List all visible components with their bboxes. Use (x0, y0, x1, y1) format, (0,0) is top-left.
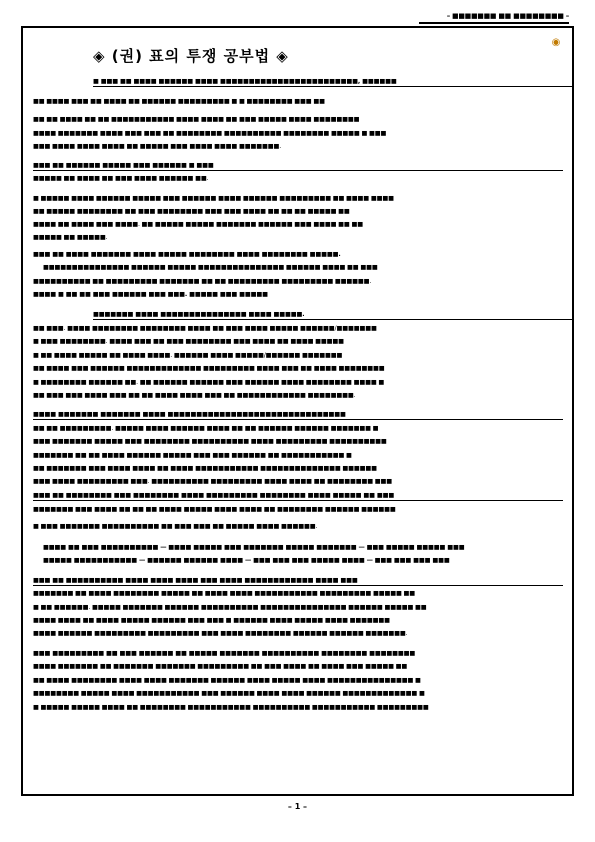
text-line: ■■■■■■■ ■■ ■■■■ ■■■■■■■■ ■■■■■ ■■ ■■■■ ■■■■ ■■■■■■■■■■■ ■■■■■■■■■ ■■■■■ ■■ (33, 590, 416, 597)
text-line: ■■■ ■■ ■■■■ ■■■■■■■ ■■■■ ■■■■■ ■■■■■■■■ ■■■■ ■■■■■■■■ ■■■■■. (33, 251, 341, 258)
text-line: ■■ ■■■■ ■■■ ■■■■■■ ■■■■■■■■■■■■■ ■■■■■■■■■ ■■■■ ■■■ ■■ ■■■■ ■■■■■■■■ (33, 365, 385, 372)
text-line: ■■■ ■■■■ ■■■■ ■■■■ ■■ ■■■■■ ■■■ ■■■■ ■■■■ ■■■■■■■. (33, 143, 281, 150)
text-line: ■■■■ ■■■■■■■ ■■ ■■■■■■■ ■■■■■■■ ■■■■■■■■■ ■■ ■■■ ■■■■ ■■ ■■■■ ■■■ ■■■■■ ■■ (33, 663, 408, 670)
text-line: ■ ■■ ■■■■ ■■■■■ ■■ ■■■■ ■■■■. ■■■■■■ ■■■■ ■■■■■/■■■■■■ ■■■■■■■ (33, 352, 343, 359)
text-line: ■■■■■■■ ■■■■ ■■■■■■■■■■■■■■■ ■■■■ ■■■■■. (93, 311, 574, 320)
text-line: ■ ■■ ■■■■■■. ■■■■■ ■■■■■■■ ■■■■■■ ■■■■■■■■■■ ■■■■■■■■■■■■■■■ ■■■■■■ ■■■■■ ■■ (33, 604, 427, 611)
text-line: ■■ ■■■■■ ■■■■■■■■ ■■ ■■■ ■■■■■■■■ ■■■ ■■■ ■■■■ ■■ ■■ ■■ ■■■■■ ■■ (33, 208, 350, 215)
text-line: ■■■■ ■■■■ ■■ ■■■■ ■■■■■ ■■■■■■ ■■■ ■■■ ■ ■■■■■■ ■■■■ ■■■■■ ■■■■ ■■■■■■■ (33, 617, 390, 624)
text-line: ■■■ ■■■■■■■■■ ■■ ■■■ ■■■■■■ ■■ ■■■■■ ■■■■■■■ ■■■■■■■■■■ ■■■■■■■■ ■■■■■■■■ (33, 650, 416, 657)
text-line: ■■■■ ■■■■■■■ ■■■■■■■ ■■■■ ■■■■■■■■■■■■■■■■■■■■■■■■■■■■■■■ (33, 411, 563, 420)
text-line: ■■■■ ■ ■■ ■■ ■■■ ■■■■■■ ■■■ ■■■. ■■■■■ ■■■ ■■■■■ (33, 291, 268, 298)
text-line: ■■■■■■■ ■■ ■■ ■■■■ ■■■■■■ ■■■■■ ■■■ ■■■ ■■■■■■ ■■ ■■■■■■■■■■■ ■ (33, 452, 352, 459)
page-frame (21, 26, 574, 796)
text-line: ■■■■■■■■■■■■■■■ ■■■■■■ ■■■■■ ■■■■■■■■■■■■■■■ ■■■■■■ ■■■■ ■■ ■■■ (43, 264, 378, 271)
text-line: ■■■■■■■■ ■■■■■ ■■■■ ■■■■■■■■■■■ ■■■ ■■■■■■ ■■■■ ■■■■ ■■■■■■ ■■■■■■■■■■■■■ ■ (33, 690, 425, 697)
text-line: ■ ■■■■■ ■■■■■ ■■■■ ■■ ■■■■■■■■ ■■■■■■■■■■■ ■■■■■■■■■■ ■■■■■■■■■■■ ■■■■■■■■■ (33, 704, 429, 711)
running-header: – ■■■■■■■ ■■ ■■■■■■■■ – (419, 12, 569, 24)
stamp-icon: ◉ (551, 37, 561, 48)
text-line: ■ ■■■■■ ■■■■ ■■■■■■ ■■■■■ ■■■ ■■■■■■ ■■■■ ■■■■■■ ■■■■■■■■■ ■■ ■■■■ ■■■■ (33, 195, 394, 202)
text-line: ■■ ■■ ■■■■ ■■ ■■ ■■■■■■■■■■■ ■■■■ ■■■■ ■■ ■■■ ■■■■■ ■■■■ ■■■■■■■■ (33, 116, 360, 123)
text-line: ■■ ■■■■■■■ ■■■ ■■■■ ■■■■ ■■ ■■■■ ■■■■■■■■■■■ ■■■■■■■■■■■■■■ ■■■■■■ (33, 465, 377, 472)
text-line: ■■■■■■■■■■ ■■ ■■■■■■■■■ ■■■■■■■ ■■ ■■ ■■■■■■■■■ ■■■■■■■■■ ■■■■■■. (33, 278, 372, 285)
text-line: ■■■■ ■■■■■■■ ■■■■ ■■■ ■■■ ■■ ■■■■■■■■ ■■■■■■■■■■ ■■■■■■■■ ■■■■■ ■ ■■■ (33, 130, 387, 137)
text-line: ■■ ■■■■ ■■■■■■■■ ■■■■ ■■■■ ■■■■■■■ ■■■■■■ ■■■■ ■■■■■ ■■■■ ■■■■■■■■■■■■■■■ ■ (33, 677, 421, 684)
text-line: ■■■■■ ■■■■■■■■■■■ — ■■■■■■ ■■■■■■ ■■■■ — ■■■ ■■■ ■■■ ■■■■■ ■■■■ — ■■■ ■■■ ■■■ ■■■ (43, 557, 450, 564)
text-line: ■■ ■■■ ■■■ ■■■■ ■■■ ■■ ■■ ■■■■ ■■■■ ■■■ ■■ ■■■■■■■■■■■■ ■■■■■■■■. (33, 392, 356, 399)
text-line: ■■■■ ■■ ■■■ ■■■■■■■■■■ — ■■■■ ■■■■■ ■■■ ■■■■■■■ ■■■■■ ■■■■■■■ — ■■■ ■■■■■ ■■■■■ ■■■ (43, 544, 465, 551)
text-line: ■ ■■■ ■■■■■■■■. ■■■■ ■■■ ■■ ■■■ ■■■■■■■■ ■■■ ■■■■ ■■ ■■■■ ■■■■■ (33, 338, 344, 345)
text-line: ■ ■■■■■■■■ ■■■■■■ ■■. ■■ ■■■■■■ ■■■■■■ ■■■ ■■■■■■ ■■■■ ■■■■■■■■ ■■■■ ■ (33, 379, 385, 386)
text-line: ■■ ■■■■ ■■■ ■■ ■■■■ ■■ ■■■■■■ ■■■■■■■■■ ■ ■ ■■■■■■■■ ■■■ ■■ (33, 98, 325, 105)
text-line: ■■■ ■■ ■■■■■■■■ ■■■ ■■■■■■■■ ■■■■ ■■■■■■■■■ ■■■■■■■■ ■■■■ ■■■■■ ■■ ■■■ (33, 492, 563, 501)
text-line: ■■■■ ■■■■■■ ■■■■■■■■■ ■■■■■■■■■ ■■■ ■■■■ ■■■■■■■■ ■■■■■■ ■■■■■■ ■■■■■■■. (33, 630, 408, 637)
document-title: ◈ (권) 표의 투쟁 공부법 ◈ (93, 47, 289, 65)
text-line: ■■■ ■■■■ ■■■■■■■■■ ■■■. ■■■■■■■■■■ ■■■■■■■■■ ■■■■ ■■■■ ■■ ■■■■■■■■ ■■■ (33, 478, 393, 485)
page-number: – 1 – (287, 802, 308, 811)
text-line: ■■■■■■■ ■■■ ■■■■ ■■ ■■ ■■ ■■■■ ■■■■■ ■■■■ ■■■■ ■■ ■■■■■■■■ ■■■■■■ ■■■■■■ (33, 506, 396, 513)
text-line: ■■■■■ ■■ ■■■■■. (33, 234, 108, 241)
text-line: ■ ■■■ ■■ ■■■■ ■■■■■■ ■■■■ ■■■■■■■■■■■■■■■■■■■■■■■■, ■■■■■■ (93, 78, 574, 87)
text-line: ■■■ ■■■■■■■ ■■■■■ ■■■ ■■■■■■■■ ■■■■■■■■■■ ■■■■ ■■■■■■■■■ ■■■■■■■■■■ (33, 438, 387, 445)
text-line: ■■ ■■■. ■■■■ ■■■■■■■■ ■■■■■■■■ ■■■■ ■■ ■■■ ■■■■ ■■■■■ ■■■■■■/■■■■■■■ (33, 325, 377, 332)
text-line: ■■■■■ ■■ ■■■■ ■■ ■■■ ■■■■ ■■■■■■ ■■. (33, 175, 209, 182)
text-line: ■■■ ■■ ■■■■■■■■■■ ■■■■ ■■■■ ■■■■ ■■■ ■■■■ ■■■■■■■■■■■■ ■■■■ ■■■ (33, 577, 563, 586)
text-line: ■■■■ ■■ ■■■■ ■■■ ■■■■. ■■ ■■■■■ ■■■■■ ■■■■■■■ ■■■■■■ ■■■ ■■■■ ■■ ■■ (33, 221, 363, 228)
text-line: ■ ■■■ ■■■■■■■ ■■■■■■■■■■ ■■ ■■■ ■■■ ■■ ■■■■■ ■■■■ ■■■■■■. (33, 523, 318, 530)
text-line: ■■ ■■ ■■■■■■■■■. ■■■■■ ■■■■ ■■■■■■ ■■■■ ■■ ■■ ■■■■■■ ■■■■■■ ■■■■■■■ ■ (33, 425, 379, 432)
text-line: ■■■ ■■ ■■■■■■ ■■■■■ ■■■ ■■■■■■ ■ ■■■ (33, 162, 563, 171)
